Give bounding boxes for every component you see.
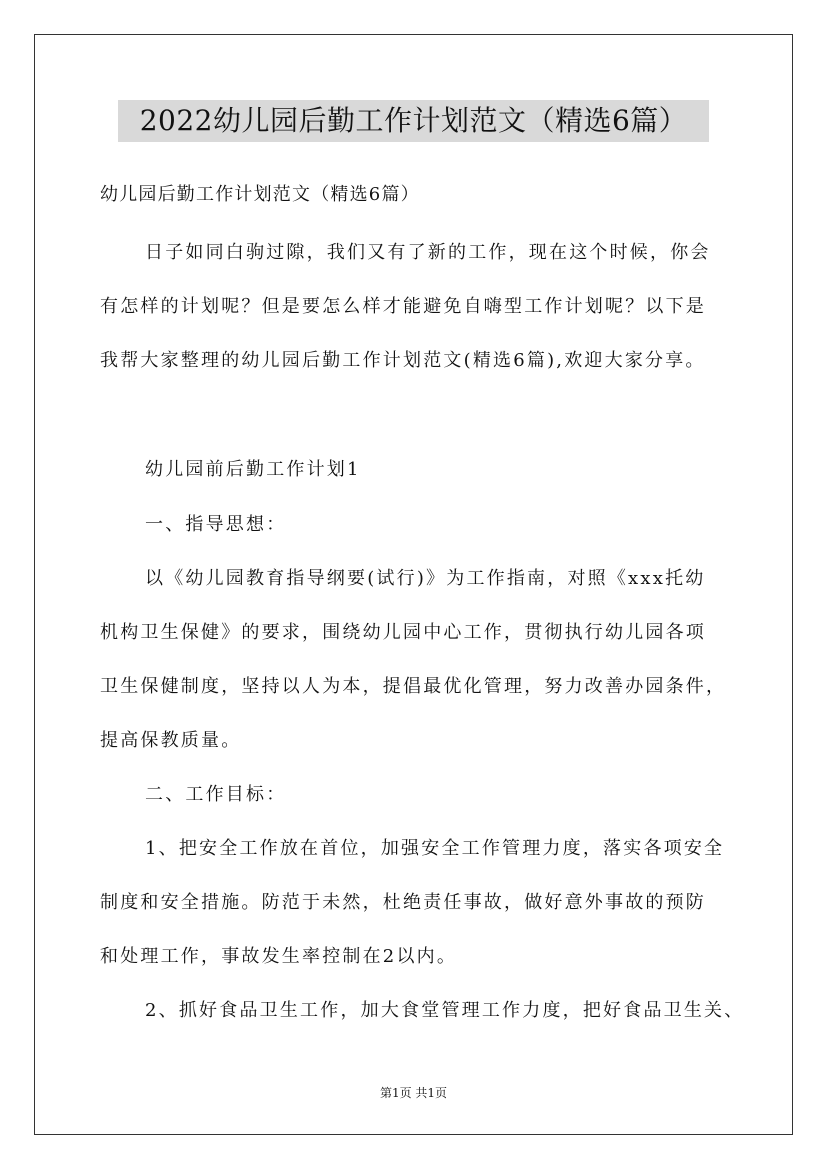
paragraph-line: 2、抓好食品卫生工作，加大食堂管理工作力度，把好食品卫生关、 [145,1000,745,1021]
paragraph-line: 卫生保健制度，坚持以人为本，提倡最优化管理，努力改善办园条件， [100,676,727,697]
paragraph-line: 以《幼儿园教育指导纲要(试行)》为工作指南，对照《xxx托幼 [145,568,706,589]
paragraph-line: 提高保教质量。 [100,730,242,751]
paragraph-line: 日子如同白驹过隙，我们又有了新的工作，现在这个时候，你会 [145,242,711,263]
document-subtitle: 幼儿园后勤工作计划范文（精选6篇） [100,184,420,205]
document-title: 2022幼儿园后勤工作计划范文（精选6篇） [118,100,709,142]
section-heading: 一、指导思想： [145,514,287,535]
paragraph-line: 1、把安全工作放在首位，加强安全工作管理力度，落实各项安全 [145,838,725,859]
paragraph-line: 我帮大家整理的幼儿园后勤工作计划范文(精选6篇),欢迎大家分享。 [100,350,706,371]
page-footer: 第1页 共1页 [379,1086,448,1100]
paragraph-line: 有怎样的计划呢？但是要怎么样才能避免自嗨型工作计划呢？以下是 [100,296,706,317]
paragraph-line: 机构卫生保健》的要求，围绕幼儿园中心工作，贯彻执行幼儿园各项 [100,622,706,643]
section-heading: 二、工作目标： [145,784,287,805]
paragraph-line: 制度和安全措施。防范于未然，杜绝责任事故，做好意外事故的预防 [100,892,706,913]
paragraph-line: 和处理工作，事故发生率控制在2以内。 [100,946,458,967]
section-heading: 幼儿园前后勤工作计划1 [145,459,361,480]
